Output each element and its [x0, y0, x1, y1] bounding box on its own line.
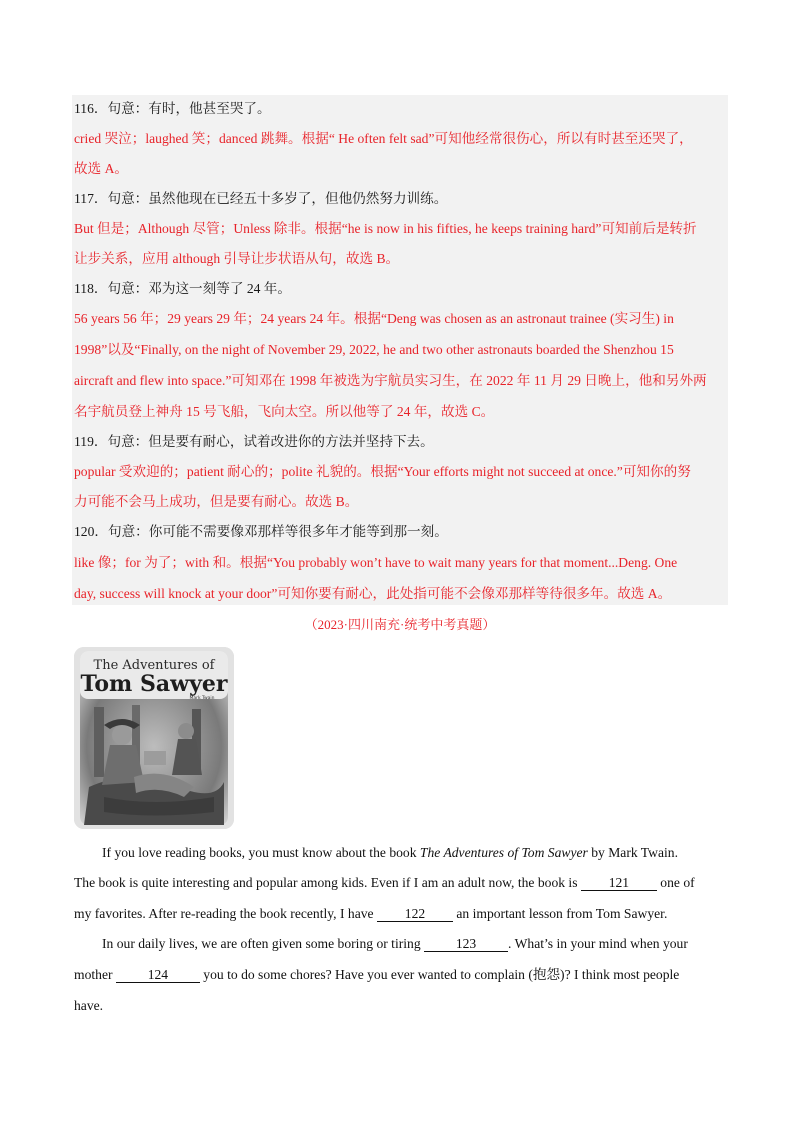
passage-line	[102, 843, 678, 863]
answer-line: 56 years 56 年；29 years 29 年；24 years 24 年。根据“Deng was chosen as an astronaut trainee (实习生) in	[74, 311, 674, 326]
passage-line	[102, 934, 688, 954]
passage-text: my favorites. After re-reading the book recently, I have	[74, 906, 377, 921]
passage-text: one of	[656, 875, 695, 890]
answer-line: 120．句意：你可能不需要像邓那样等很多年才能等到那一刻。	[74, 524, 448, 539]
passage-text: The book is quite interesting and popular among kids. Even if I am an adult now, the book is	[74, 875, 581, 890]
passage-line	[74, 873, 695, 893]
answer-line: popular 受欢迎的；patient 耐心的；polite 礼貌的。根据“Your efforts might not succeed at once.”可知你的努	[74, 464, 691, 479]
answer-line: 让步关系，应用 although 引导让步状语从句，故选 B。	[74, 251, 400, 266]
answer-line: 力可能不会马上成功，但是要有耐心。故选 B。	[74, 494, 359, 509]
answer-line: 119．句意：但是要有耐心，试着改进你的方法并坚持下去。	[74, 434, 434, 449]
passage-line	[74, 965, 679, 985]
answer-line: 名宇航员登上神舟 15 号飞船，飞向太空。所以他等了 24 年，故选 C。	[74, 404, 495, 419]
passage-text: by Mark Twain.	[587, 845, 678, 860]
passage-text: you to do some chores? Have you ever wanted to complain (抱怨)? I think most people	[199, 967, 680, 982]
blank-124[interactable]: 124	[116, 967, 200, 983]
passage-line	[74, 904, 667, 924]
book-title: The Adventures of Tom Sawyer	[419, 845, 588, 860]
passage-line: have.	[74, 998, 104, 1013]
answer-line: 1998”以及“Finally, on the night of November 29, 2022, he and two other astronauts boarded the Shenzhou 15	[74, 342, 674, 357]
cover-author: Mark Twain	[189, 696, 215, 701]
answer-line: 118．句意：邓为这一刻等了 24 年。	[74, 281, 291, 296]
source-citation: （2023·四川南充·统考中考真题）	[304, 617, 496, 632]
passage-text: In our daily lives, we are often given some boring or tiring	[102, 936, 425, 951]
passage-text: If you love reading books, you must know about the book	[102, 845, 420, 860]
passage-text: mother	[74, 967, 116, 982]
answer-line: aircraft and flew into space.”可知邓在 1998 年被选为宇航员实习生，在 2022 年 11 月 29 日晚上，他和另外两	[74, 373, 707, 388]
blank-123[interactable]: 123	[424, 936, 508, 952]
answer-line: 117．句意：虽然他现在已经五十多岁了，但他仍然努力训练。	[74, 191, 448, 206]
cover-title-line1: The Adventures of	[93, 658, 215, 673]
answer-line: 故选 A。	[74, 161, 128, 176]
passage-text: an important lesson from Tom Sawyer.	[452, 906, 668, 921]
blank-121[interactable]: 121	[581, 875, 657, 891]
answer-line: day, success will knock at your door”可知你要有耐心，此处指可能不会像邓那样等待很多年。故选 A。	[74, 586, 672, 601]
blank-122[interactable]: 122	[377, 906, 453, 922]
answer-line: like 像；for 为了；with 和。根据“You probably won’t have to wait many years for that moment...Deng. One	[74, 555, 678, 570]
answer-line: cried 哭泣；laughed 笑；danced 跳舞。根据“ He often felt sad”可知他经常很伤心，所以有时甚至还哭了，	[74, 131, 693, 146]
cover-title-line2: Tom Sawyer	[80, 671, 228, 697]
answer-line: But 但是；Although 尽管；Unless 除非。根据“he is now in his fifties, he keeps training hard”可知前后是转折	[74, 221, 697, 236]
book-cover-illustration	[74, 647, 234, 829]
passage-text: . What’s in your mind when your	[508, 936, 688, 951]
book-cover-image	[74, 647, 234, 829]
answer-line: 116．句意：有时，他甚至哭了。	[74, 101, 271, 116]
